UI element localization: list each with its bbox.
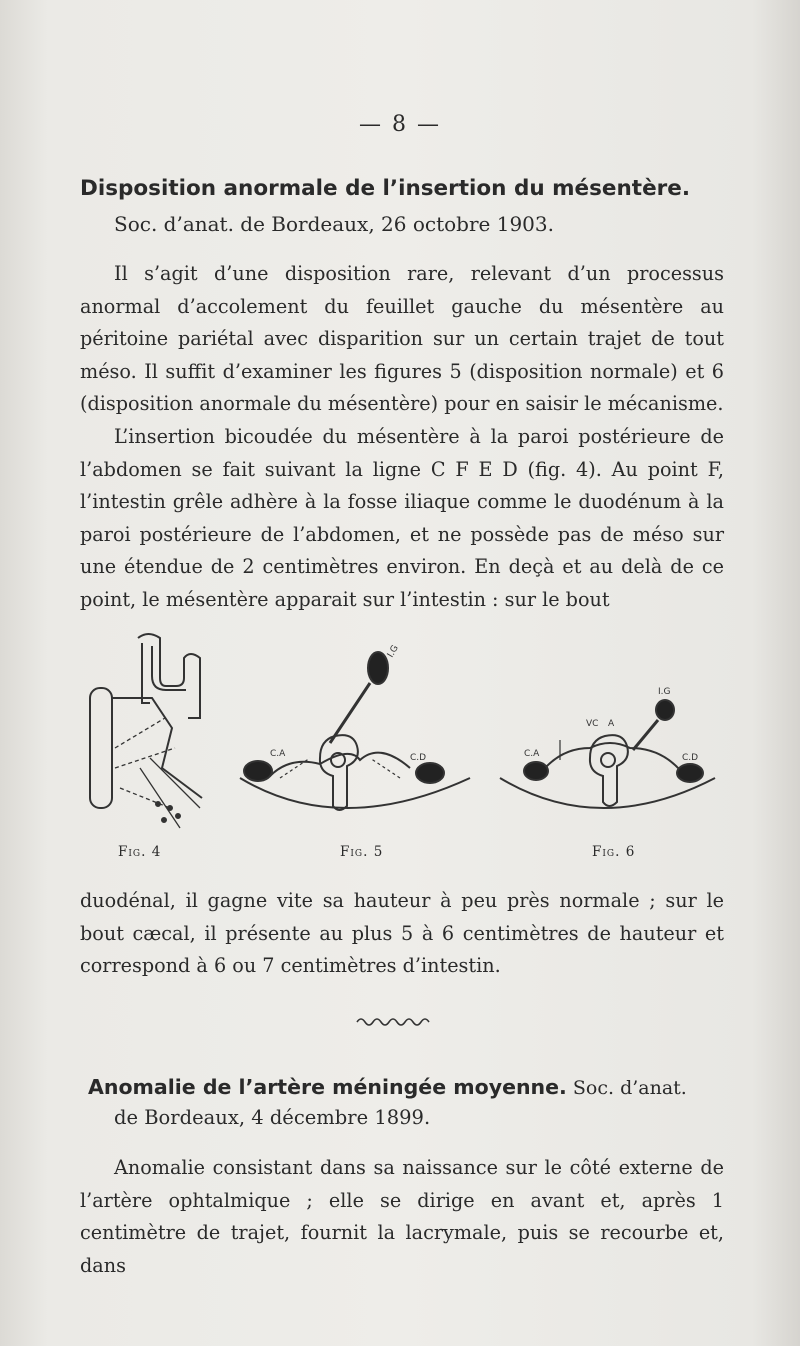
section2-title-line	[88, 1075, 748, 1099]
fig6-caption: Fig. 6	[592, 844, 636, 860]
section1-source: Soc. d’anat. de Bordeaux, 26 octobre 1903.	[114, 212, 554, 236]
anatomical-figures	[80, 628, 730, 848]
section2-title-tail: Soc. d’anat.	[566, 1077, 687, 1099]
section1-paragraph-2-text: L’insertion bicoudée du mésentère à la paroi postérieure de l’abdomen se fait suivant la ligne C F E D (fig. 4). Au point F, l’intestin grêle adhère à la fosse iliaque comme le duodénum à la paroi postérieure de l’abdomen, et ne possède pas de méso sur une étendue de 2 centimètres environ. En deçà et au delà de ce point, le mésentère apparait sur l’intestin : sur le bout	[80, 425, 724, 611]
fig4-drawing	[90, 634, 202, 828]
section1-title: Disposition anormale de l’insertion du mésentère.	[80, 176, 691, 201]
section2-title: Anomalie de l’artère méningée moyenne.	[88, 1075, 567, 1099]
section2-source: de Bordeaux, 4 décembre 1899.	[114, 1106, 431, 1129]
fig5-label-ca: C.A	[270, 749, 286, 759]
fig5-drawing	[240, 652, 470, 810]
fig6-label-cd: C.D	[682, 753, 699, 763]
divider-wave-icon	[355, 1010, 445, 1030]
fig5-label-cd: C.D	[410, 753, 427, 763]
section2-paragraph-1-text: Anomalie consistant dans sa naissance sur le côté externe de l’artère ophtalmique ; elle se dirige en avant et, après 1 centimètre de trajet, fournit la lacrymale, puis se recourbe et, dans	[80, 1156, 724, 1277]
section1-paragraph-3: duodénal, il gagne vite sa hauteur à peu près normale ; sur le bout cæcal, il présente au plus 5 à 6 centimètres de hauteur et correspond à 6 ou 7 centimètres d’intestin.	[80, 889, 724, 977]
figures-row	[80, 628, 730, 868]
section1-paragraph-1-text: Il s’agit d’une disposition rare, relevant d’un processus anormal d’accolement du feuillet gauche du mésentère au péritoine pariétal avec disparition sur un certain trajet de tout méso. Il suffit d’examiner les figures 5 (disposition normale) et 6 (disposition anormale du mésentère) pour en saisir le mécanisme.	[80, 262, 724, 415]
fig5-caption: Fig. 5	[340, 844, 384, 860]
fig6-label-a: A	[608, 719, 615, 729]
section2-paragraph-1	[80, 1152, 724, 1282]
section1-paragraph-2	[80, 421, 724, 616]
fig4-caption: Fig. 4	[118, 844, 162, 860]
fig6-label-vc: VC	[586, 719, 599, 729]
section1-paragraph-1	[80, 258, 724, 421]
fig6-label-ig: I.G	[658, 687, 671, 697]
fig6-label-ca: C.A	[524, 749, 540, 759]
ornamental-divider	[355, 1010, 445, 1030]
fig5-label-ig: I.G	[385, 643, 401, 660]
page-number: — 8 —	[359, 112, 441, 137]
